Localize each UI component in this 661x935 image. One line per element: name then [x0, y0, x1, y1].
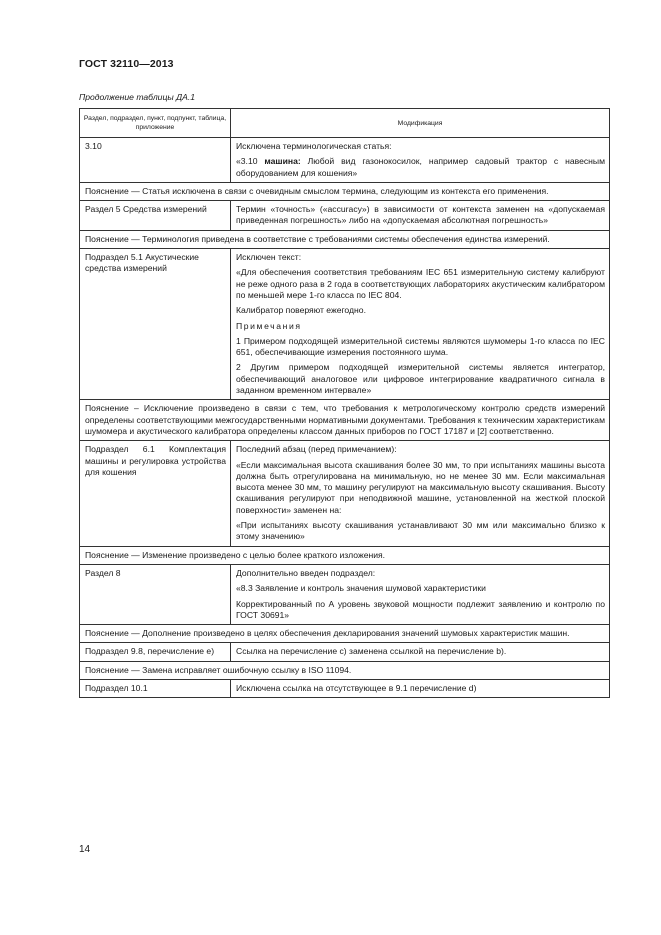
explanation-cell: Пояснение – Исключение произведено в связи с тем, что требования к метрологическому контролю средств измерений определены соответствующими межгосударственными нормативными документами. Требования к техническим характеристикам шумомера и акустического калибратора определены классом данных приборов по ГОСТ 17187 и [2] соответственно.: [80, 400, 610, 441]
modification-text: «Если максимальная высота скашивания более 30 мм, то при испытаниях машины высота должна быть отрегулирована на минимальную, но не менее 30 мм. Если максимальная высота менее 30 мм, то машину регулируют на максимальную высоту скашивания. Высоту скашивания регулируют при неподвижной машине, установленной на жесткой плоской поверхности» заменен на:: [236, 459, 605, 515]
explanation-row: [80, 230, 610, 248]
explanation-cell: Пояснение — Статья исключена в связи с очевидным смыслом термина, следующим из контекста его применения.: [80, 182, 610, 200]
explanation-cell: Пояснение — Терминология приведена в соответствие с требованиями системы обеспечения единства измерений.: [80, 230, 610, 248]
modification-cell: [231, 249, 610, 400]
modification-text: «8.3 Заявление и контроль значения шумовой характеристики: [236, 583, 486, 594]
modification-cell: Термин «точность» («accuracy») в зависимости от контекста заменен на «допускаемая приведенная погрешность» либо на «допускаемая абсолютная погрешность»: [231, 201, 610, 231]
term-definition: Любой вид газонокосилок, например садовый трактор с навесным оборудованием для кошения»: [236, 156, 605, 178]
modification-text: «Для обеспечения соответствия требованиям IEC 651 измерительную систему калибруют не реже одного раза в 2 года в соответствующих лабораториях акустическим калибратором по меньшей мере 1-го класса по IEC 804.: [236, 267, 605, 300]
page-number: 14: [79, 844, 91, 855]
table-row: [80, 201, 610, 231]
explanation-row: [80, 661, 610, 679]
modification-cell: Исключена ссылка на отсутствующее в 9.1 перечисление d): [231, 679, 610, 697]
section-cell: Раздел 5 Средства измерений: [80, 201, 231, 231]
table-row: [80, 564, 610, 624]
explanation-cell: Пояснение — Замена исправляет ошибочную ссылку в ISO 11094.: [80, 661, 610, 679]
section-cell: 3.10: [80, 138, 231, 183]
quoted-term: [236, 156, 605, 179]
modification-text: Исключена терминологическая статья:: [236, 141, 392, 151]
explanation-row: [80, 546, 610, 564]
explanation-row: [80, 625, 610, 643]
table-row: [80, 138, 610, 183]
explanation-row: [80, 182, 610, 200]
table-row: [80, 249, 610, 400]
quote-prefix: «3.10: [236, 156, 265, 167]
modification-text: Дополнительно введен подраздел:: [236, 567, 376, 578]
note-item: 1 Примером подходящей измерительной системы являются шумомеры 1-го класса по IEC 651, обеспечивающие измерения постоянного шума.: [236, 335, 605, 358]
modification-table: [79, 108, 610, 698]
section-cell: Подраздел 9.8, перечисление е): [80, 643, 231, 661]
section-cell: Подраздел 5.1 Акустические средства измерений: [80, 249, 231, 400]
explanation-cell: Пояснение — Дополнение произведено в целях обеспечения декларирования значений шумовых характеристик машин.: [80, 625, 610, 643]
column-header-section: Раздел, подраздел, пункт, подпункт, таблица, приложение: [80, 109, 231, 138]
modification-cell: [231, 138, 610, 183]
table-header-row: [80, 109, 610, 138]
explanation-cell: Пояснение — Изменение произведено с целью более краткого изложения.: [80, 546, 610, 564]
modification-text: Корректированный по А уровень звуковой мощности подлежит заявлению и контролю по ГОСТ 30691»: [236, 598, 605, 620]
table-row: [80, 679, 610, 697]
modification-cell: Ссылка на перечисление с) заменена ссылкой на перечисление b).: [231, 643, 610, 661]
modification-text: Калибратор поверяют ежегодно.: [236, 305, 366, 316]
notes-heading: Примечания: [236, 320, 302, 331]
table-row: [80, 643, 610, 661]
modification-cell: [231, 441, 610, 546]
modification-cell: [231, 564, 610, 624]
table-caption: Продолжение таблицы ДА.1: [79, 92, 196, 102]
modification-text: Последний абзац (перед примечанием):: [236, 444, 397, 455]
note-item: 2 Другим примером подходящей измерительной системы является интегратор, обеспечивающий аналоговое или цифровое интегрирование квадратичного сигнала в заданном временном интервале»: [236, 362, 605, 396]
explanation-row: [80, 400, 610, 441]
section-cell: Подраздел 6.1 Комплектация машины и регулировка устройства для кошения: [80, 441, 231, 546]
modification-text: Исключен текст:: [236, 252, 302, 263]
term-bold: машина:: [264, 156, 301, 167]
column-header-modification: Модификация: [231, 109, 610, 138]
section-cell: Подраздел 10.1: [80, 679, 231, 697]
modification-text: «При испытаниях высоту скашивания устанавливают 30 мм или максимально близко к этому значению»: [236, 520, 605, 542]
section-cell: Раздел 8: [80, 564, 231, 624]
document-header: ГОСТ 32110—2013: [79, 58, 174, 70]
table-row: [80, 441, 610, 546]
